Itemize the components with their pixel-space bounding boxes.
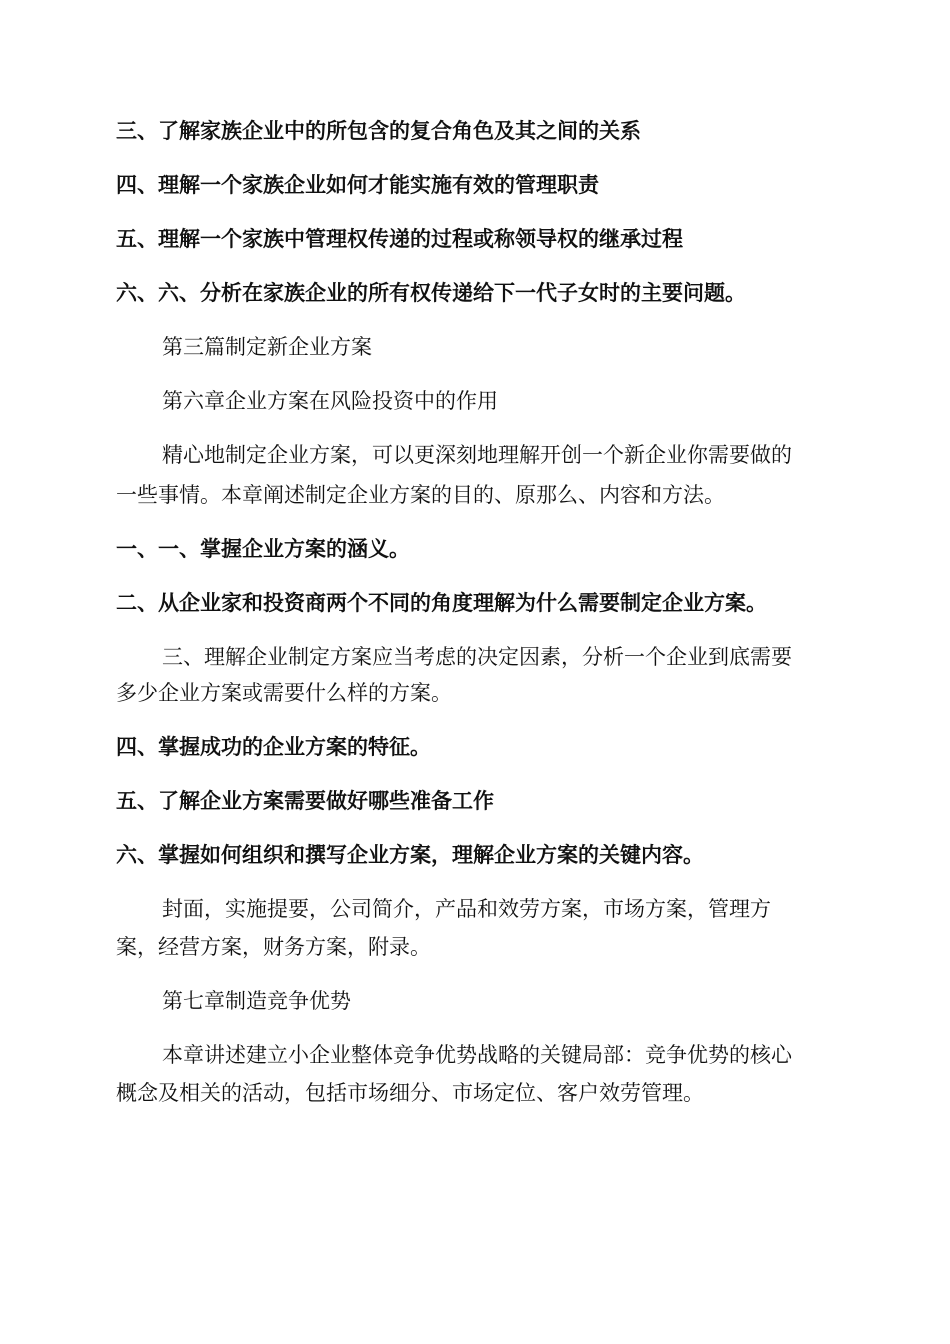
chapter-six-objective-one: 一、一、掌握企业方案的涵义。 (116, 537, 410, 561)
plan-contents-line-2: 案，经营方案，财务方案，附录。 (116, 935, 431, 959)
chapter-six-objective-six: 六、掌握如何组织和撰写企业方案，理解企业方案的关键内容。 (116, 843, 704, 867)
objective-six: 六、六、分析在家族企业的所有权传递给下一代子女时的主要问题。 (116, 281, 746, 305)
chapter-six-intro-line-1: 精心地制定企业方案，可以更深刻地理解开创一个新企业你需要做的 (162, 443, 792, 467)
chapter-seven-intro-line-2: 概念及相关的活动，包括市场细分、市场定位、客户效劳管理。 (116, 1081, 704, 1105)
chapter-six-objective-two: 二、从企业家和投资商两个不同的角度理解为什么需要制定企业方案。 (116, 591, 767, 615)
plan-contents-line-1: 封面，实施提要，公司简介，产品和效劳方案，市场方案，管理方 (162, 897, 771, 921)
objective-three: 三、了解家族企业中的所包含的复合角色及其之间的关系 (116, 119, 641, 143)
chapter-six-objective-three-line-1: 三、理解企业制定方案应当考虑的决定因素，分析一个企业到底需要 (162, 645, 792, 669)
part-three-heading: 第三篇制定新企业方案 (162, 335, 372, 359)
chapter-six-objective-four: 四、掌握成功的企业方案的特征。 (116, 735, 431, 759)
objective-five: 五、理解一个家族中管理权传递的过程或称领导权的继承过程 (116, 227, 683, 251)
chapter-six-intro-line-2: 一些事情。本章阐述制定企业方案的目的、原那么、内容和方法。 (116, 483, 725, 507)
chapter-six-heading: 第六章企业方案在风险投资中的作用 (162, 389, 498, 413)
objective-four: 四、理解一个家族企业如何才能实施有效的管理职责 (116, 173, 599, 197)
chapter-six-objective-three-line-2: 多少企业方案或需要什么样的方案。 (116, 681, 452, 705)
chapter-seven-heading: 第七章制造竞争优势 (162, 989, 351, 1013)
chapter-seven-intro-line-1: 本章讲述建立小企业整体竞争优势战略的关键局部：竞争优势的核心 (162, 1043, 792, 1067)
chapter-six-objective-five: 五、了解企业方案需要做好哪些准备工作 (116, 789, 494, 813)
